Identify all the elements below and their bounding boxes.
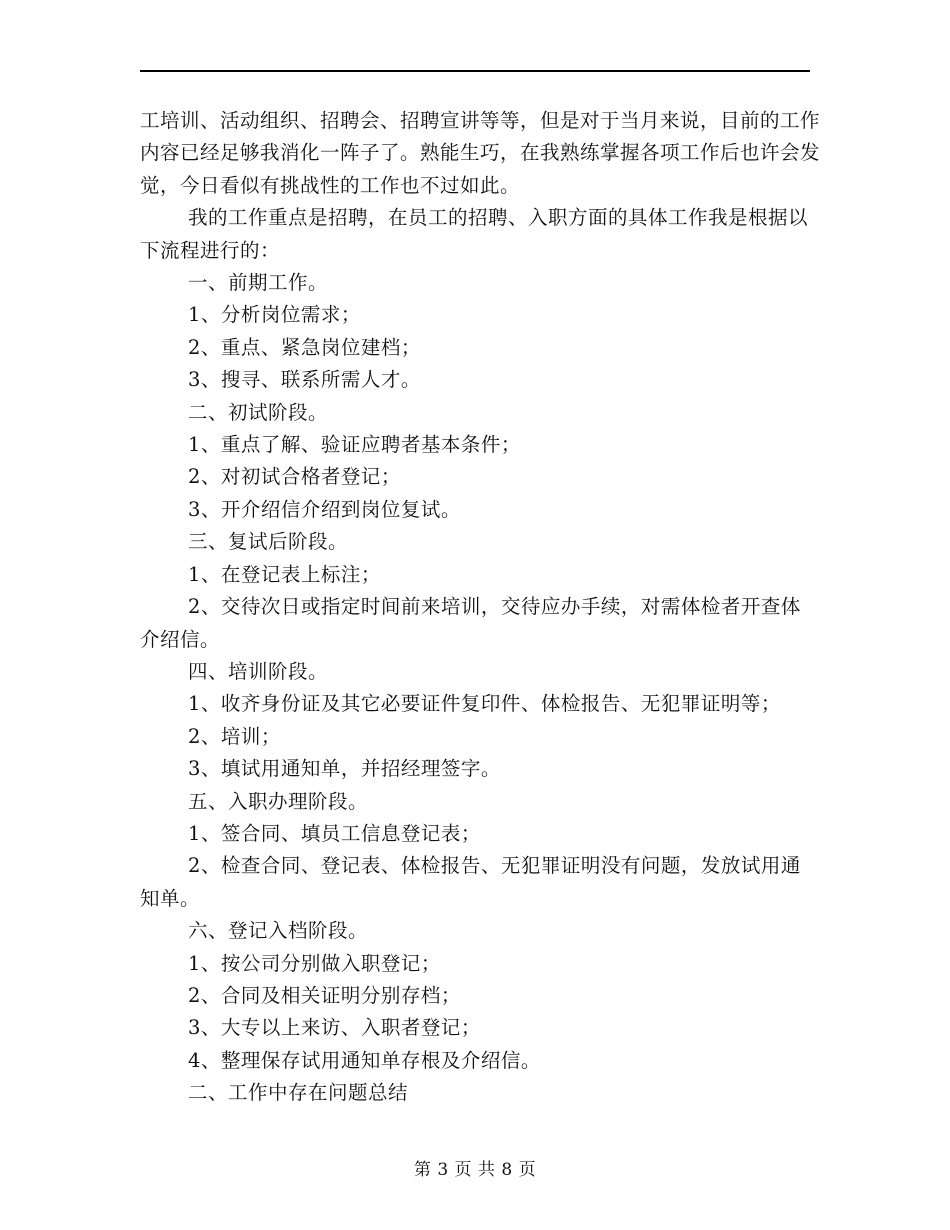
header-rule: [140, 70, 810, 72]
paragraph: 一、前期工作。: [188, 271, 329, 295]
paragraph: 3、搜寻、联系所需人才。: [188, 368, 421, 392]
paragraph: 2、检查合同、登记表、体检报告、无犯罪证明没有问题，发放试用通知单。: [140, 854, 801, 910]
paragraph: 我的工作重点是招聘，在员工的招聘、入职方面的具体工作我是根据以下流程进行的：: [140, 206, 809, 262]
paragraph: 3、大专以上来访、入职者登记；: [188, 1016, 481, 1040]
paragraph: 六、登记入档阶段。: [188, 919, 369, 943]
document-body: [140, 105, 820, 1110]
paragraph: 1、重点了解、验证应聘者基本条件；: [188, 433, 521, 457]
paragraph: 2、重点、紧急岗位建档；: [188, 335, 421, 359]
paragraph: 二、工作中存在问题总结: [188, 1081, 409, 1105]
paragraph: 2、对初试合格者登记；: [188, 465, 401, 489]
paragraph: 2、合同及相关证明分别存档；: [188, 983, 461, 1007]
paragraph: 四、培训阶段。: [188, 659, 329, 683]
paragraph: 1、签合同、填员工信息登记表；: [188, 821, 481, 845]
paragraph: 1、分析岗位需求；: [188, 303, 361, 327]
paragraph: 3、开介绍信介绍到岗位复试。: [188, 497, 461, 521]
paragraph: 1、收齐身份证及其它必要证件复印件、体检报告、无犯罪证明等；: [188, 692, 781, 716]
paragraph: 1、按公司分别做入职登记；: [188, 951, 441, 975]
paragraph: 工培训、活动组织、招聘会、招聘宣讲等等，但是对于当月来说，目前的工作内容已经足够我消化一阵子了。熟能生巧，在我熟练掌握各项工作后也许会发觉，今日看似有挑战性的工作也不过如此。: [140, 109, 821, 197]
paragraph: 1、在登记表上标注；: [188, 562, 381, 586]
paragraph: 4、整理保存试用通知单存根及介绍信。: [188, 1048, 541, 1072]
paragraph: 五、入职办理阶段。: [188, 789, 369, 813]
page-footer: 第 3 页 共 8 页: [413, 1160, 537, 1180]
paragraph: 3、填试用通知单，并招经理签字。: [188, 757, 501, 781]
paragraph: 2、培训；: [188, 724, 281, 748]
paragraph: 二、初试阶段。: [188, 400, 329, 424]
paragraph: 2、交待次日或指定时间前来培训，交待应办手续，对需体检者开查体介绍信。: [140, 595, 801, 651]
paragraph: 三、复试后阶段。: [188, 530, 349, 554]
